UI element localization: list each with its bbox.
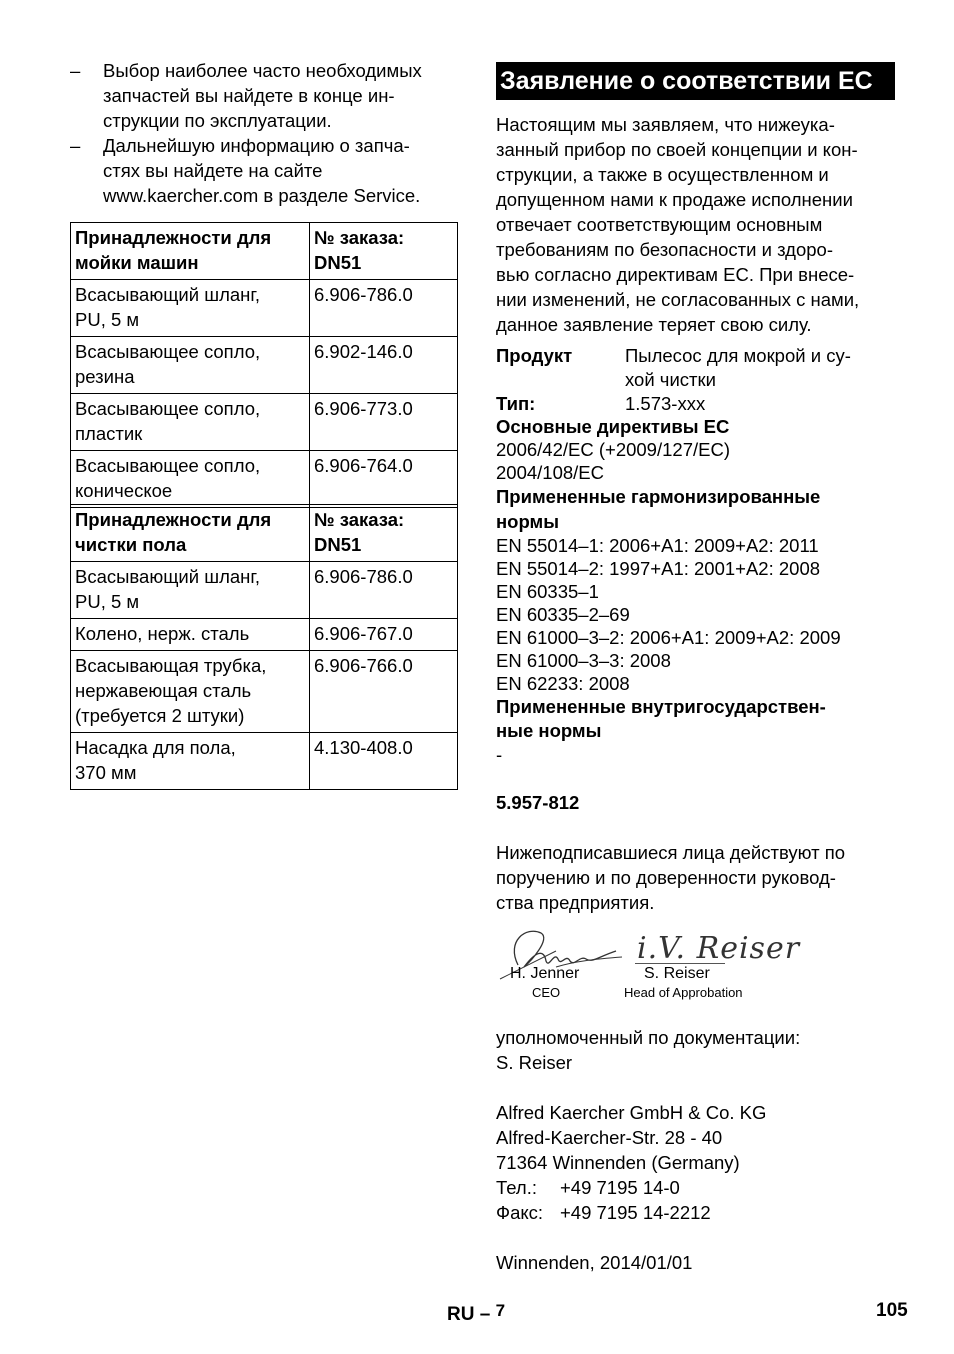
bullet-dash: – [70, 135, 81, 156]
type-row [496, 392, 896, 415]
type-label: Тип: [496, 393, 536, 414]
company-street: Alfred-Kaercher-Str. 28 - 40 [496, 1127, 723, 1148]
product-row [496, 344, 896, 392]
directive: 2004/108/EC [496, 462, 605, 483]
standard: EN 55014–2: 1997+A1: 2001+A2: 2008 [496, 558, 821, 579]
place-date: Winnenden, 2014/01/01 [496, 1252, 693, 1273]
table-header-row [71, 505, 458, 562]
table-header-row [71, 223, 458, 280]
bullet-line: Дальнейшую информацию о запча- [103, 135, 410, 156]
product-value: Пылесос для мокрой и су- хой чистки [625, 345, 851, 390]
footer-dash: – [479, 1304, 491, 1325]
header-line: Принадлежности для [75, 227, 272, 248]
bullet-line: струкции по эксплуатации. [103, 110, 332, 131]
intro-paragraph: Настоящим мы заявляем, что нижеука- занный прибор по своей концепции и кон- струкции, а также в осуществленном и допущенном нами к продаже исполнении отвечает соответствующим основным требованиям по безопасности и здоро- вью согласно директивам ЕС. При внесе- нии изменений, не согласованных с нами, данное заявление теряет свою силу. [496, 114, 860, 335]
tel-row: Тел.: +49 7195 14-0 [496, 1177, 680, 1198]
signature-line [635, 963, 725, 964]
part-code: 6.906-786.0 [310, 280, 458, 337]
right-column [496, 62, 896, 1275]
signature-block [496, 915, 896, 1025]
part-name: Насадка для пола, 370 мм [71, 733, 310, 790]
bullet-line: Выбор наиболее часто необходимых [103, 60, 422, 81]
part-name: Всасывающее сопло, коническое [71, 451, 310, 508]
part-code: 6.906-786.0 [310, 562, 458, 619]
part-name: Всасывающий шланг, PU, 5 м [71, 562, 310, 619]
table-row [71, 280, 458, 337]
footer-lang: RU [447, 1304, 475, 1325]
left-column [70, 58, 460, 783]
table-row [71, 337, 458, 394]
bullet-item [70, 133, 460, 208]
fax-row: Факс: +49 7195 14-2212 [496, 1202, 711, 1223]
signer-role-jenner: CEO [532, 985, 561, 1000]
company-city: 71364 Winnenden (Germany) [496, 1152, 740, 1173]
part-code: 6.906-766.0 [310, 651, 458, 733]
bullet-line: запчастей вы найдете в конце ин- [103, 85, 395, 106]
document-number: 5.957-812 [496, 792, 580, 813]
directives-title: Основные директивы ЕС [496, 416, 730, 437]
header-line: № заказа: [314, 509, 405, 530]
standard: EN 60335–1 [496, 581, 599, 602]
part-code: 6.902-146.0 [310, 337, 458, 394]
standard: EN 62233: 2008 [496, 673, 630, 694]
standard: EN 60335–2–69 [496, 604, 630, 625]
footer-section-page: 7 [495, 1301, 506, 1320]
header-line: DN51 [314, 534, 362, 555]
part-name: Всасывающий шланг, PU, 5 м [71, 280, 310, 337]
part-name: Всасывающее сопло, пластик [71, 394, 310, 451]
standard: EN 55014–1: 2006+A1: 2009+A2: 2011 [496, 535, 819, 556]
bullet-line: стях вы найдете на сайте [103, 160, 323, 181]
header-line: № заказа: [314, 227, 405, 248]
harmonized-title: Примененные гармонизированные нормы [496, 486, 821, 532]
footer-section [447, 1298, 505, 1327]
header-line: Принадлежности для [75, 509, 272, 530]
table-row [71, 619, 458, 651]
company-address [496, 1100, 896, 1225]
table-row [71, 562, 458, 619]
signers-paragraph: Нижеподписавшиеся лица действуют по поручению и по доверенности руковод- ства предприятия. [496, 842, 845, 913]
product-label: Продукт [496, 345, 573, 366]
company-name: Alfred Kaercher GmbH & Co. KG [496, 1102, 767, 1123]
table-header-order [310, 505, 458, 562]
table-row [71, 394, 458, 451]
type-value: 1.573-xxx [625, 393, 706, 414]
bullet-item [70, 58, 460, 133]
national-value: - [496, 744, 503, 765]
part-code: 6.906-764.0 [310, 451, 458, 508]
harmonized-list [496, 534, 896, 695]
table-row [71, 451, 458, 508]
signer-name-reiser: S. Reiser [644, 965, 710, 982]
header-line: мойки машин [75, 252, 199, 273]
signer-name-jenner: H. Jenner [510, 965, 580, 982]
section-heading: Заявление о соответствии ЕС [496, 62, 895, 100]
table-row [71, 651, 458, 733]
signer-role-reiser: Head of Approbation [624, 985, 743, 1000]
bullet-dash: – [70, 60, 81, 81]
directive: 2006/42/EC (+2009/127/EC) [496, 439, 730, 460]
part-name: Всасывающее сопло, резина [71, 337, 310, 394]
table-header-name [71, 505, 310, 562]
part-name: Колено, нерж. сталь [71, 619, 310, 651]
part-code: 6.906-767.0 [310, 619, 458, 651]
table-header-order [310, 223, 458, 280]
bullet-line: www.kaercher.com в разделе Service. [103, 185, 421, 206]
standard: EN 61000–3–3: 2008 [496, 650, 671, 671]
part-code: 6.906-773.0 [310, 394, 458, 451]
page-number: 105 [876, 1300, 908, 1321]
national-title: Примененные внутригосударствен- ные нормы [496, 696, 826, 741]
car-accessories-table [70, 222, 458, 508]
part-name: Всасывающая трубка, нержавеющая сталь (требуется 2 штуки) [71, 651, 310, 733]
signature-reiser: i.V. Reiser [637, 931, 801, 966]
header-line: DN51 [314, 252, 362, 273]
part-code: 4.130-408.0 [310, 733, 458, 790]
floor-accessories-table [70, 504, 458, 790]
table-header-name [71, 223, 310, 280]
authorized-person: уполномоченный по документации: S. Reiser [496, 1027, 801, 1073]
header-line: чистки пола [75, 534, 187, 555]
standard: EN 61000–3–2: 2006+A1: 2009+A2: 2009 [496, 627, 841, 648]
table-row [71, 733, 458, 790]
